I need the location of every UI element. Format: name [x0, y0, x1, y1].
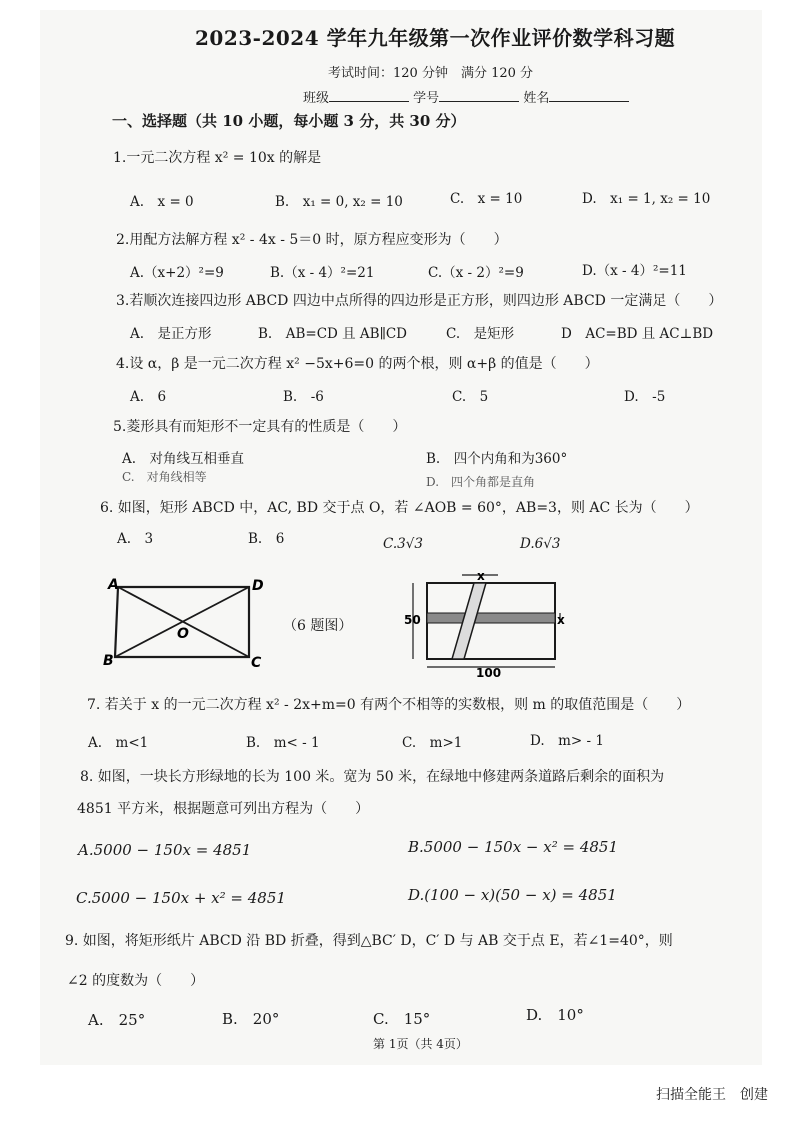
- q3-option-a: A. 是正方形: [130, 326, 212, 342]
- q3-stem: 3.若顺次连接四边形 ABCD 四边中点所得的四边形是正方形，则四边形 ABCD 一定满足（ ）: [116, 293, 723, 309]
- section-heading: 一、选择题（共 10 小题，每小题 3 分，共 30 分）: [112, 112, 466, 130]
- scanner-watermark: 扫描全能王 创建: [656, 1087, 768, 1103]
- q5-option-c: C. 对角线相等: [122, 470, 207, 484]
- q8-option-c: C.5000 − 150x + x² = 4851: [76, 889, 286, 907]
- q4-stem: 4.设 α，β 是一元二次方程 x² −5x+6=0 的两个根，则 α+β 的值是（ ）: [116, 356, 599, 372]
- number-label: 学号: [413, 91, 440, 106]
- label-o: O: [177, 626, 189, 642]
- q5-option-b: B. 四个内角和为360°: [426, 451, 568, 467]
- q8-option-b: B.5000 − 150x − x² = 4851: [408, 838, 619, 856]
- name-blank: [549, 89, 629, 102]
- label-x-top: x: [477, 569, 485, 583]
- exam-title: 2023-2024 学年九年级第一次作业评价数学科习题: [195, 26, 676, 50]
- q6-option-b: B. 6: [248, 531, 285, 547]
- page-number: 第 1页（共 4页）: [373, 1037, 468, 1051]
- q7-option-d: D. m> - 1: [530, 733, 604, 749]
- q4-option-b: B. -6: [283, 389, 324, 405]
- q8-option-a: A.5000 − 150x = 4851: [78, 841, 252, 859]
- label-c: C: [251, 655, 262, 671]
- q6-option-a: A. 3: [117, 531, 154, 547]
- q2-option-c: C.（x - 2）²=9: [428, 265, 524, 281]
- q5-option-d: D. 四个角都是直角: [426, 475, 536, 489]
- name-label: 姓名: [523, 91, 550, 106]
- q4-option-d: D. -5: [624, 389, 666, 405]
- q7-stem: 7. 若关于 x 的一元二次方程 x² - 2x+m=0 有两个不相等的实数根，则 m 的取值范围是（ ）: [87, 697, 691, 713]
- figure-q6-rectangle: [95, 572, 270, 672]
- q3-option-d: D AC=BD 且 AC⊥BD: [561, 326, 714, 342]
- q1-stem: 1.一元二次方程 x² = 10x 的解是: [113, 150, 322, 166]
- q5-stem: 5.菱形具有而矩形不一定具有的性质是（ ）: [113, 419, 407, 435]
- student-info-row: [303, 87, 629, 106]
- q4-option-c: C. 5: [452, 389, 489, 405]
- q8-stem-line2: 4851 平方米，根据题意可列出方程为（ ）: [77, 801, 370, 817]
- label-b: B: [103, 653, 114, 669]
- q9-option-c: C. 15°: [373, 1010, 431, 1028]
- class-blank: [329, 89, 409, 102]
- q9-option-a: A. 25°: [88, 1011, 146, 1029]
- label-x-side: x: [557, 613, 565, 627]
- q7-option-a: A. m<1: [88, 735, 149, 751]
- q6-option-d: D.6√3: [520, 536, 561, 552]
- horizontal-road: [427, 613, 555, 623]
- q1-option-b: B. x₁ = 0, x₂ = 10: [275, 194, 403, 210]
- q9-option-d: D. 10°: [526, 1006, 584, 1024]
- fig6-caption: （6 题图）: [283, 618, 353, 634]
- q8-option-d: D.(100 − x)(50 − x) = 4851: [408, 886, 617, 904]
- q2-option-a: A.（x+2）²=9: [130, 265, 224, 281]
- q1-option-a: A. x = 0: [130, 194, 194, 210]
- q9-option-b: B. 20°: [222, 1010, 280, 1028]
- label-50: 50: [404, 613, 421, 627]
- q6-option-c: C.3√3: [383, 536, 423, 552]
- q4-option-a: A. 6: [130, 389, 167, 405]
- label-d: D: [252, 578, 264, 594]
- q1-option-d: D. x₁ = 1, x₂ = 10: [582, 191, 711, 207]
- q2-option-b: B.（x - 4）²=21: [270, 265, 375, 281]
- number-blank: [439, 89, 519, 102]
- class-label: 班级: [303, 91, 330, 106]
- q7-option-c: C. m>1: [402, 735, 463, 751]
- q6-stem: 6. 如图，矩形 ABCD 中，AC, BD 交于点 O，若 ∠AOB = 60°，AB=3，则 AC 长为（ ）: [100, 500, 699, 516]
- q5-option-a: A. 对角线互相垂直: [122, 451, 245, 467]
- q2-option-d: D.（x - 4）²=11: [582, 263, 687, 279]
- q3-option-b: B. AB=CD 且 AB∥CD: [258, 326, 407, 342]
- q1-option-c: C. x = 10: [450, 191, 523, 207]
- q8-stem-line1: 8. 如图，一块长方形绿地的长为 100 米。宽为 50 米，在绿地中修建两条道路后剩余的面积为: [80, 769, 665, 785]
- q9-stem-line2: ∠2 的度数为（ ）: [67, 973, 205, 989]
- label-100: 100: [476, 666, 502, 678]
- q3-option-c: C. 是矩形: [446, 326, 515, 342]
- q7-option-b: B. m< - 1: [246, 735, 320, 751]
- q2-stem: 2.用配方法解方程 x² - 4x - 5＝0 时，原方程应变形为（ ）: [116, 232, 508, 248]
- label-a: A: [108, 577, 119, 593]
- figure-q8-field: [402, 566, 572, 678]
- exam-info: 考试时间：120 分钟 满分 120 分: [328, 66, 534, 81]
- q9-stem-line1: 9. 如图，将矩形纸片 ABCD 沿 BD 折叠，得到△BC′ D，C′ D 与 AB 交于点 E，若∠1=40°，则: [65, 933, 673, 949]
